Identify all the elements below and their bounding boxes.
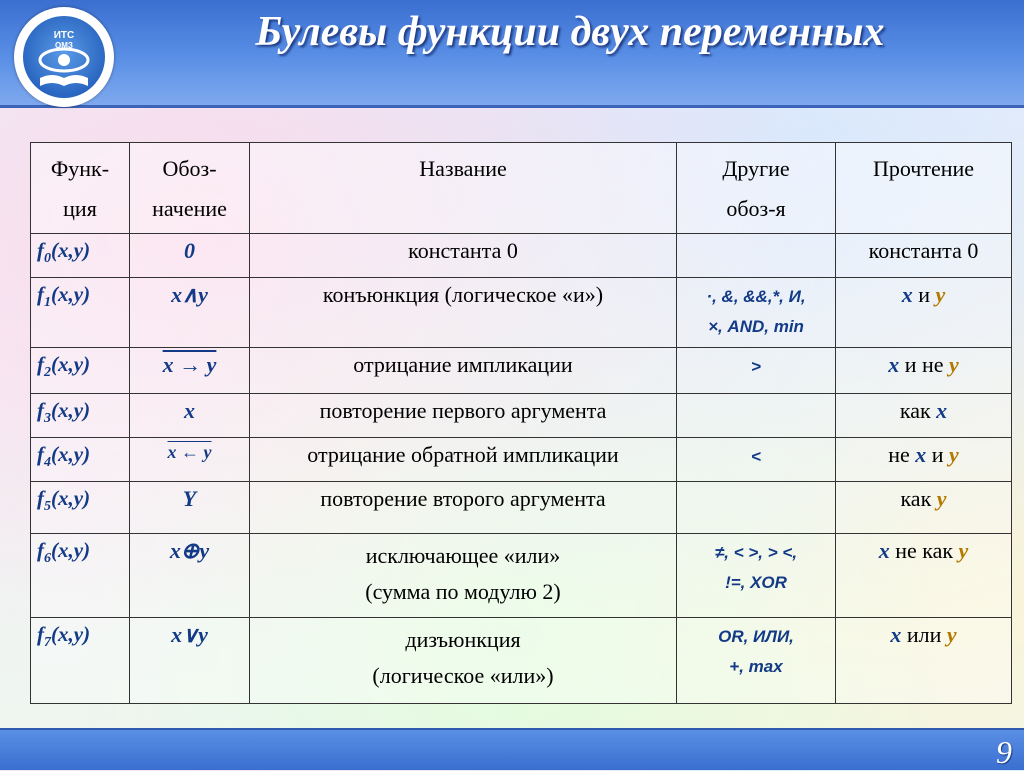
name-cell: исключающее «или» (сумма по модулю 2) (250, 534, 677, 618)
logo-text-top: ИТС (53, 30, 75, 41)
table-row (31, 348, 1012, 394)
name-cell: дизъюнкция (логическое «или») (250, 618, 677, 704)
table-row (31, 438, 1012, 482)
other-notations-cell (677, 234, 836, 278)
reading-cell: x и y (836, 278, 1012, 348)
reading-cell: x и не y (836, 348, 1012, 394)
function-cell: $f_4(x,y)$ (31, 438, 130, 482)
logo-text-bottom: ОМЗ (55, 41, 73, 50)
header-notation: Обоз- начение (130, 143, 250, 234)
name-cell: повторение второго аргумента (250, 482, 677, 534)
name-cell: отрицание обратной импликации (250, 438, 677, 482)
header-name: Название (250, 143, 677, 234)
reading-cell: как x (836, 394, 1012, 438)
page-number: 9 (996, 734, 1012, 770)
name-cell: отрицание импликации (250, 348, 677, 394)
boolean-functions-table (30, 142, 1012, 704)
name-cell: повторение первого аргумента (250, 394, 677, 438)
header-other-notations: Другие обоз-я (677, 143, 836, 234)
page-title: Булевы функции двух переменных (255, 9, 885, 55)
other-notations-cell (677, 394, 836, 438)
table-row (31, 482, 1012, 534)
logo (14, 7, 114, 107)
table-row (31, 234, 1012, 278)
reading-cell: как y (836, 482, 1012, 534)
table-row (31, 534, 1012, 618)
header-function: Функ- ция (31, 143, 130, 234)
function-cell: $f_0(x,y)$ (31, 234, 130, 278)
other-notations-cell: ≠, < >, > <, !=, XOR (677, 534, 836, 618)
other-notations-cell: ·, &, &&,*, И, ×, AND, min (677, 278, 836, 348)
other-notations-cell: OR, ИЛИ, +, max (677, 618, 836, 704)
eye-book-icon (23, 16, 105, 98)
function-cell: $f_1(x,y)$ (31, 278, 130, 348)
header-reading: Прочтение (836, 143, 1012, 234)
reading-cell: x не как y (836, 534, 1012, 618)
notation-cell: x⊕y (130, 534, 250, 618)
function-cell: $f_2(x,y)$ (31, 348, 130, 394)
title-bar (0, 0, 1024, 108)
table-row (31, 278, 1012, 348)
table-row (31, 394, 1012, 438)
reading-cell: не x и y (836, 438, 1012, 482)
function-cell: $f_3(x,y)$ (31, 394, 130, 438)
function-cell: $f_6(x,y)$ (31, 534, 130, 618)
reading-cell: константа 0 (836, 234, 1012, 278)
table-row (31, 618, 1012, 704)
function-cell: $f_5(x,y)$ (31, 482, 130, 534)
other-notations-cell: < (677, 438, 836, 482)
reading-cell: x или y (836, 618, 1012, 704)
table-header-row (31, 143, 1012, 234)
notation-cell: Y (130, 482, 250, 534)
notation-cell: x∧y (130, 278, 250, 348)
other-notations-cell: > (677, 348, 836, 394)
footer-bar (0, 728, 1024, 770)
function-cell: $f_7(x,y)$ (31, 618, 130, 704)
notation-cell: 0 (130, 234, 250, 278)
name-cell: конъюнкция (логическое «и») (250, 278, 677, 348)
notation-cell: x (130, 394, 250, 438)
other-notations-cell (677, 482, 836, 534)
notation-cell: x∨y (130, 618, 250, 704)
notation-cell: x → y (130, 348, 250, 394)
notation-cell: x ← y (130, 438, 250, 482)
name-cell: константа 0 (250, 234, 677, 278)
